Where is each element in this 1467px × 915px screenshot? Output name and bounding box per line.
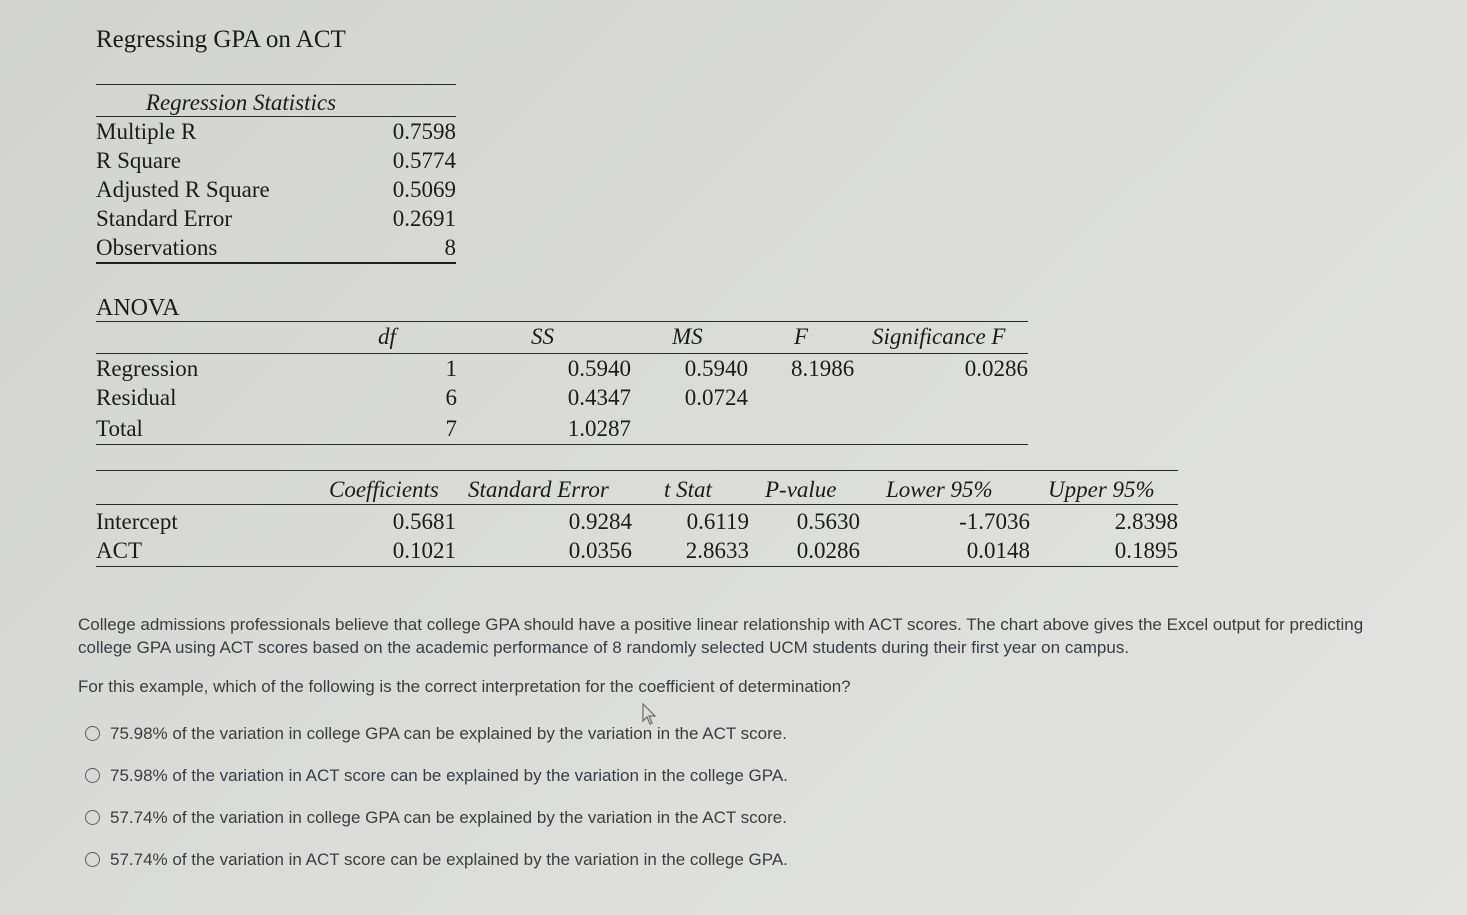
- standard-error-value: 0.9284: [568, 509, 632, 534]
- output-title: Regressing GPA on ACT: [96, 26, 346, 53]
- radio-button-icon[interactable]: [85, 726, 100, 741]
- df-value: 7: [445, 416, 457, 441]
- answer-option-label[interactable]: 57.74% of the variation in ACT score can be explained by the variation in the college GPA.: [110, 849, 788, 869]
- ss-value: 0.4347: [567, 385, 631, 410]
- coefficients-table: [96, 470, 1178, 567]
- anova-table: [96, 321, 1028, 445]
- stat-value: 0.5774: [392, 148, 456, 173]
- stat-label: Standard Error: [96, 206, 233, 231]
- ms-value: 0.0724: [684, 385, 748, 410]
- significance-f-value: 0.0286: [964, 356, 1028, 381]
- stat-row: [96, 117, 456, 146]
- regression-statistics-table: [96, 84, 456, 264]
- header-t-stat: t Stat: [664, 477, 712, 502]
- coefficient-value: 0.5681: [392, 509, 456, 534]
- stat-value: 0.7598: [392, 119, 456, 144]
- row-label: Regression: [96, 356, 199, 381]
- table-bottom-rule: [96, 566, 1178, 567]
- stat-row: [96, 175, 456, 204]
- t-stat-value: 2.8633: [685, 538, 749, 563]
- p-value: 0.0286: [796, 538, 860, 563]
- standard-error-value: 0.0356: [568, 538, 632, 563]
- header-f: F: [794, 324, 809, 349]
- radio-button-icon[interactable]: [85, 852, 100, 867]
- stat-label: Adjusted R Square: [96, 177, 270, 202]
- row-label: Intercept: [96, 509, 178, 534]
- upper-95-value: 0.1895: [1114, 538, 1178, 563]
- p-value: 0.5630: [796, 509, 860, 534]
- table-bottom-rule: [96, 444, 1028, 445]
- stat-value: 0.2691: [392, 206, 456, 231]
- anova-row: [96, 354, 1028, 383]
- table-bottom-rule: [96, 262, 456, 264]
- stat-label: Multiple R: [96, 119, 197, 144]
- stat-value: 0.5069: [392, 177, 456, 202]
- row-label: ACT: [96, 538, 142, 563]
- answer-option-label[interactable]: 75.98% of the variation in ACT score can be explained by the variation in the college GPA.: [110, 765, 788, 785]
- anova-header-row: [96, 322, 1028, 353]
- answer-option-1[interactable]: [78, 712, 1448, 754]
- stat-label: R Square: [96, 148, 181, 173]
- answer-options: [78, 712, 1448, 880]
- ms-value: 0.5940: [684, 356, 748, 381]
- radio-button-icon[interactable]: [85, 768, 100, 783]
- coefficients-header-row: [96, 471, 1178, 504]
- coefficient-value: 0.1021: [392, 538, 456, 563]
- stat-row: [96, 233, 456, 262]
- question-context-line-1: College admissions professionals believe that college GPA should have a positive linear relationship with ACT scores. The chart above gives the Excel output for predicting: [78, 615, 1364, 634]
- lower-95-value: -1.7036: [959, 509, 1030, 534]
- df-value: 6: [445, 385, 457, 410]
- anova-row: [96, 383, 1028, 412]
- header-upper-95: Upper 95%: [1048, 477, 1155, 502]
- lower-95-value: 0.0148: [966, 538, 1030, 563]
- stat-row: [96, 204, 456, 233]
- question-block: [78, 613, 1448, 880]
- header-df: df: [378, 324, 396, 349]
- header-lower-95: Lower 95%: [886, 477, 993, 502]
- stat-value: 8: [444, 235, 456, 260]
- t-stat-value: 0.6119: [686, 509, 749, 534]
- question-context-line-2: college GPA using ACT scores based on the academic performance of 8 randomly selected UCM students during their first year on campus.: [78, 638, 1130, 657]
- header-coefficients: Coefficients: [329, 477, 439, 502]
- answer-option-2[interactable]: [78, 754, 1448, 796]
- stat-label: Observations: [96, 235, 218, 260]
- header-ss: SS: [531, 324, 554, 349]
- header-standard-error: Standard Error: [468, 477, 609, 502]
- answer-option-3[interactable]: [78, 796, 1448, 838]
- f-value: 8.1986: [791, 356, 855, 381]
- upper-95-value: 2.8398: [1114, 509, 1178, 534]
- header-ms: MS: [672, 324, 703, 349]
- row-label: Total: [96, 416, 143, 441]
- stat-row: [96, 146, 456, 175]
- answer-option-label[interactable]: 75.98% of the variation in college GPA can be explained by the variation in the ACT score.: [110, 723, 787, 743]
- anova-row: [96, 412, 1028, 444]
- ss-value: 0.5940: [567, 356, 631, 381]
- question-prompt: For this example, which of the following is the correct interpretation for the coefficient of determination?: [78, 677, 851, 696]
- df-value: 1: [445, 356, 457, 381]
- mouse-pointer-icon: [642, 703, 658, 727]
- ss-value: 1.0287: [567, 416, 631, 441]
- coefficient-row: [96, 536, 1178, 566]
- header-p-value: P-value: [765, 477, 837, 502]
- regression-statistics-header: Regression Statistics: [145, 90, 337, 115]
- coefficient-row: [96, 505, 1178, 536]
- header-significance-f: Significance F: [872, 324, 1006, 349]
- answer-option-label[interactable]: 57.74% of the variation in college GPA can be explained by the variation in the ACT score.: [110, 807, 787, 827]
- radio-button-icon[interactable]: [85, 810, 100, 825]
- row-label: Residual: [96, 385, 177, 410]
- anova-title: ANOVA: [96, 295, 180, 321]
- answer-option-4[interactable]: [78, 838, 1448, 880]
